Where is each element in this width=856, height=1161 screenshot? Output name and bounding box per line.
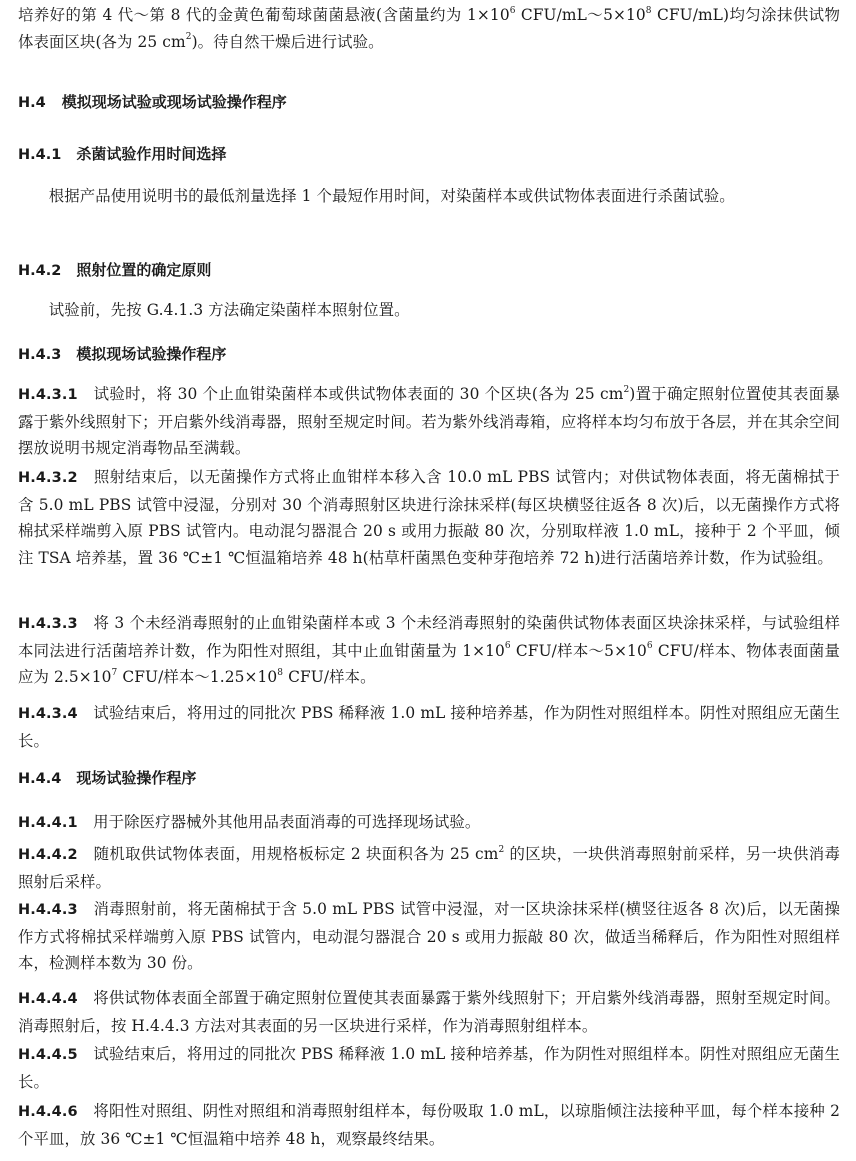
exponent: 2 (185, 32, 192, 43)
clause-number: H.4.4.3 (18, 902, 78, 918)
clause-number: H.4.4.5 (18, 1047, 78, 1063)
paragraph-h4-4-2: 试验前，先按 G.4.1.3 方法确定染菌样本照射位置。 (48, 301, 410, 319)
text-run: 试验结束后，将用过的同批次 PBS 稀释液 1.0 mL 接种培养基，作为阴性对照组样本。阴性对照组应无菌生长。 (18, 1045, 840, 1091)
paragraph-h4-4-4-3 (18, 896, 840, 977)
text-run: 将供试物体表面全部置于确定照射位置使其表面暴露于紫外线照射下；开启紫外线消毒器，照射至规定时间。消毒照射后，按 H.4.4.3 方法对其表面的另一区块进行采样，作为消毒照射组样本。 (18, 989, 840, 1035)
section-number: H.4.2 (18, 263, 62, 279)
section-number: H.4 (18, 95, 46, 111)
heading-h4-4-4 (18, 765, 196, 792)
text-run: 试验结束后，将用过的同批次 PBS 稀释液 1.0 mL 接种培养基，作为阴性对照组样本。阴性对照组应无菌生长。 (18, 704, 840, 750)
text-run: CFU/样本、物体表面菌量应为 2.5×10 (18, 641, 841, 686)
section-title: 照射位置的确定原则 (76, 261, 212, 279)
clause-number: H.4.4.1 (18, 815, 78, 831)
text-run: 的区块，一块供消毒照射前采样，另一块供消毒照射后采样。 (18, 845, 840, 891)
paragraph-h4-4-3-1 (18, 381, 840, 462)
exponent: 6 (509, 5, 516, 16)
section-title: 杀菌试验作用时间选择 (76, 145, 227, 163)
paragraph-h4-4-3-4 (18, 700, 840, 754)
exponent: 2 (498, 844, 505, 855)
section-title: 模拟现场试验或现场试验操作程序 (61, 93, 287, 111)
heading-h4-4 (18, 89, 287, 116)
text-run: 培养好的第 4 代～第 8 代的金黄色葡萄球菌菌悬液(含菌量约为 1×10 (18, 6, 510, 24)
exponent: 6 (504, 641, 511, 652)
clause-number: H.4.4.4 (18, 991, 78, 1007)
paragraph-h4-4-4-4 (18, 985, 840, 1039)
text-run: 将阳性对照组、阴性对照组和消毒照射组样本，每份吸取 1.0 mL，以琼脂倾注法接种平皿，每个样本接种 2 个平皿，放 36 ℃±1 ℃恒温箱中培养 48 h，观察最终结果。 (18, 1102, 840, 1148)
paragraph-h4-4-4-2 (18, 841, 840, 895)
exponent: 8 (277, 667, 284, 678)
text-run: 将 3 个未经消毒照射的止血钳染菌样本或 3 个未经消毒照射的染菌供试物体表面区块涂抹采样，与试验组样本同法进行活菌培养计数，作为阳性对照组，其中止血钳菌量为 1×10 (18, 614, 840, 660)
text-run: 试验时，将 30 个止血钳染菌样本或供试物体表面的 30 个区块(各为 25 cm (93, 385, 624, 403)
clause-number: H.4.4.6 (18, 1104, 78, 1120)
paragraph-h4-4-3-3 (18, 610, 840, 691)
text-run: CFU/样本～1.25×10 (117, 668, 278, 686)
paragraph-suspension (18, 2, 840, 55)
text-run: 随机取供试物体表面，用规格板标定 2 块面积各为 25 cm (93, 845, 499, 863)
exponent: 2 (623, 384, 630, 395)
clause-number: H.4.3.1 (18, 387, 78, 403)
text-run: CFU/mL～5×10 (515, 6, 646, 24)
paragraph-h4-4-4-5 (18, 1041, 840, 1095)
clause-number: H.4.3.2 (18, 470, 78, 486)
text-run: 用于除医疗器械外其他用品表面消毒的可选择现场试验。 (93, 813, 481, 831)
paragraph-h4-4-4-6 (18, 1098, 840, 1152)
exponent: 7 (111, 667, 118, 678)
text-run: CFU/mL)均匀涂抹供试物体表面区块(各为 25 cm (18, 6, 841, 51)
text-run: )。待自然干燥后进行试验。 (191, 32, 384, 51)
paragraph-h4-4-4-1 (18, 809, 840, 837)
heading-h4-4-3 (18, 341, 226, 368)
text-run: 照射结束后，以无菌操作方式将止血钳样本移入含 10.0 mL PBS 试管内；对供试物体表面，将无菌棉拭于含 5.0 mL PBS 试管中浸湿，分别对 30 个消毒照射区块进行涂抹采样(每区块横竖往返各 8 次)后，以无菌操作方式将棉拭采样端剪入原 PBS 试管内。电动混匀器混合 20 s 或用力振敲 80 次，分别取样液 1.0 mL，接种于 2 个平皿，倾注 TSA 培养基，置 36 ℃±1 ℃恒温箱培养 48 h(枯草杆菌黑色变种芽孢培养 72 h)进行活菌培养计数，作为试验组。 (18, 468, 840, 567)
section-number: H.4.4 (18, 771, 62, 787)
heading-h4-4-2 (18, 257, 211, 284)
heading-h4-4-1 (18, 141, 226, 168)
text-run: 消毒照射前，将无菌棉拭于含 5.0 mL PBS 试管中浸湿，对一区块涂抹采样(横竖往返各 8 次)后，以无菌操作方式将棉拭采样端剪入原 PBS 试管内，电动混匀器混合 20 s 或用力振敲 80 次，做适当稀释后，作为阳性对照组样本，检测样本数为 30 份。 (18, 900, 840, 972)
text-run: )置于确定照射位置使其表面暴露于紫外线照射下；开启紫外线消毒器，照射至规定时间。若为紫外线消毒箱，应将样本均匀布放于各层，并在其余空间摆放说明书规定消毒物品至满载。 (18, 385, 841, 457)
exponent: 6 (646, 641, 653, 652)
clause-number: H.4.3.4 (18, 706, 78, 722)
exponent: 8 (645, 5, 652, 16)
text-run: CFU/样本～5×10 (510, 641, 647, 660)
section-number: H.4.1 (18, 147, 62, 163)
section-title: 现场试验操作程序 (76, 769, 197, 787)
text-run: CFU/样本。 (283, 668, 376, 686)
clause-number: H.4.3.3 (18, 616, 78, 632)
clause-number: H.4.4.2 (18, 847, 78, 863)
paragraph-h4-4-3-2 (18, 464, 840, 571)
section-title: 模拟现场试验操作程序 (76, 345, 227, 363)
section-number: H.4.3 (18, 347, 62, 363)
paragraph-h4-4-1: 根据产品使用说明书的最低剂量选择 1 个最短作用时间，对染菌样本或供试物体表面进行杀菌试验。 (48, 187, 735, 205)
